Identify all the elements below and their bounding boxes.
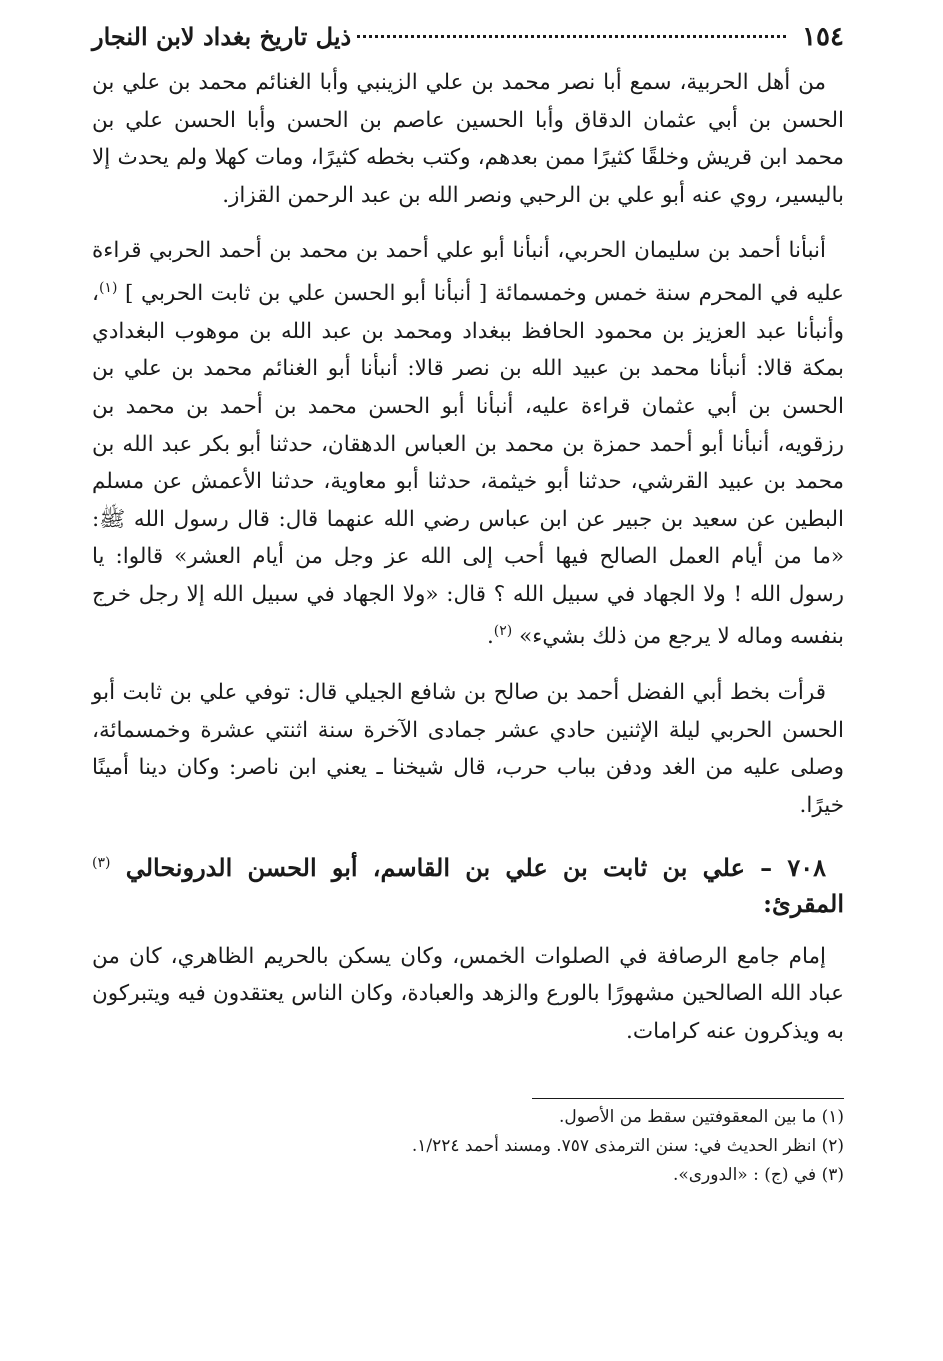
footnote-ref-1: (١) bbox=[98, 279, 118, 296]
period: . bbox=[486, 624, 494, 650]
footnotes bbox=[92, 1098, 844, 1190]
paragraph-2-continued: وأنبأنا عبد العزيز بن محمود الحافظ ببغداد ومحمد بن عبد الله بن موهوب البغدادي بمكة قالا: أنبأنا محمد بن عبيد الله بن نصر قالا: أنبأنا أبو الغنائم محمد بن علي بن الحسن بن أبي عثمان قراءة عليه، أنبأنا أبو الحسن محمد بن أحمد بن محمد بن رزقويه، أنبأنا أبو أحمد حمزة بن محمد بن العباس الدهقان، حدثنا أبو بكر عبد الله بن محمد بن عبيد القرشي، حدثنا أبو خيثمة، حدثنا أبو معاوية، حدثنا الأعمش عن مسلم البطين عن سعيد بن جبير عن ابن عباس رضي الله عنهما قال: قال رسول الله ﷺ: «ما من أيام العمل الصالح فيها أحب إلى الله عز وجل من أيام العشر» قالوا: يا رسول الله ! ولا الجهاد في سبيل الله ؟ قال: «ولا الجهاد في سبيل الله إلا رجل خرج بنفسه وماله لا يرجع من ذلك بشيء» bbox=[92, 318, 844, 650]
main-text bbox=[92, 64, 844, 1050]
comma: ، bbox=[92, 281, 99, 307]
book-title: ذيل تاريخ بغداد لابن النجار bbox=[92, 22, 352, 51]
header-leader-dots bbox=[357, 35, 786, 38]
footnote-ref-2: (٢) bbox=[493, 623, 513, 640]
entry-heading bbox=[92, 845, 844, 922]
footnote-ref-3: (٣) bbox=[92, 854, 111, 871]
entry-name: علي بن ثابت بن علي بن القاسم، أبو الحسن الدرونحالي bbox=[125, 852, 745, 882]
document-page bbox=[92, 22, 844, 1190]
footnote-3: (٣) في (ج) : «الدورى». bbox=[672, 1165, 844, 1186]
paragraph-2-text: أنبأنا أحمد بن سليمان الحربي، أنبأنا أبو علي أحمد بن محمد بن أحمد الحربي قراءة عليه في المحرم سنة خمس وخمسمائة [ أنبأنا أبو الحسن علي بن ثابت الحربي ] bbox=[92, 238, 844, 307]
running-header bbox=[92, 22, 844, 64]
footnote-2: (٢) انظر الحديث في: سنن الترمذى ٧٥٧. ومسند أحمد ١/٢٢٤. bbox=[411, 1136, 844, 1157]
page-number: ١٥٤ bbox=[802, 22, 844, 52]
entry-paragraph: إمام جامع الرصافة في الصلوات الخمس، وكان يسكن بالحريم الظاهري، كان من عباد الله الصالحين مشهورًا بالورع والزهد والعبادة، وكان الناس يعتقدون فيه ويتبركون به ويذكرون عنه كرامات. bbox=[92, 943, 844, 1044]
paragraph-1: من أهل الحربية، سمع أبا نصر محمد بن علي الزينبي وأبا الغنائم محمد بن علي بن الحسن بن أبي عثمان الدقاق وأبا الحسين عاصم بن الحسن وأبا الحسن علي بن محمد ابن قريش وخلقًا كثيرًا ممن بعدهم، وكتب بخطه كثيرًا، ومات كهلا ولم يحدث إلا باليسير، روي عنه أبو علي بن الرحبي ونصر الله بن عبد الرحمن القزاز. bbox=[92, 70, 844, 208]
paragraph-3: قرأت بخط أبي الفضل أحمد بن صالح بن شافع الجيلي قال: توفي علي بن ثابت أبو الحسن الحربي ليلة الإثنين حادي عشر جمادى الآخرة سنة اثنتي عشرة وخمسمائة، وصلى عليه من الغد ودفن بباب حرب، قال شيخنا ـ يعني ابن ناصر: وكان دينا أمينًا خيرًا. bbox=[92, 680, 844, 818]
footnote-rule bbox=[532, 1098, 844, 1099]
entry-dash: – bbox=[760, 852, 773, 882]
paragraph-2 bbox=[92, 232, 844, 656]
entry-suffix: المقرئ: bbox=[763, 888, 844, 918]
footnote-1: (١) ما بين المعقوفتين سقط من الأصول. bbox=[559, 1107, 844, 1128]
entry-number: ٧٠٨ bbox=[787, 852, 827, 882]
